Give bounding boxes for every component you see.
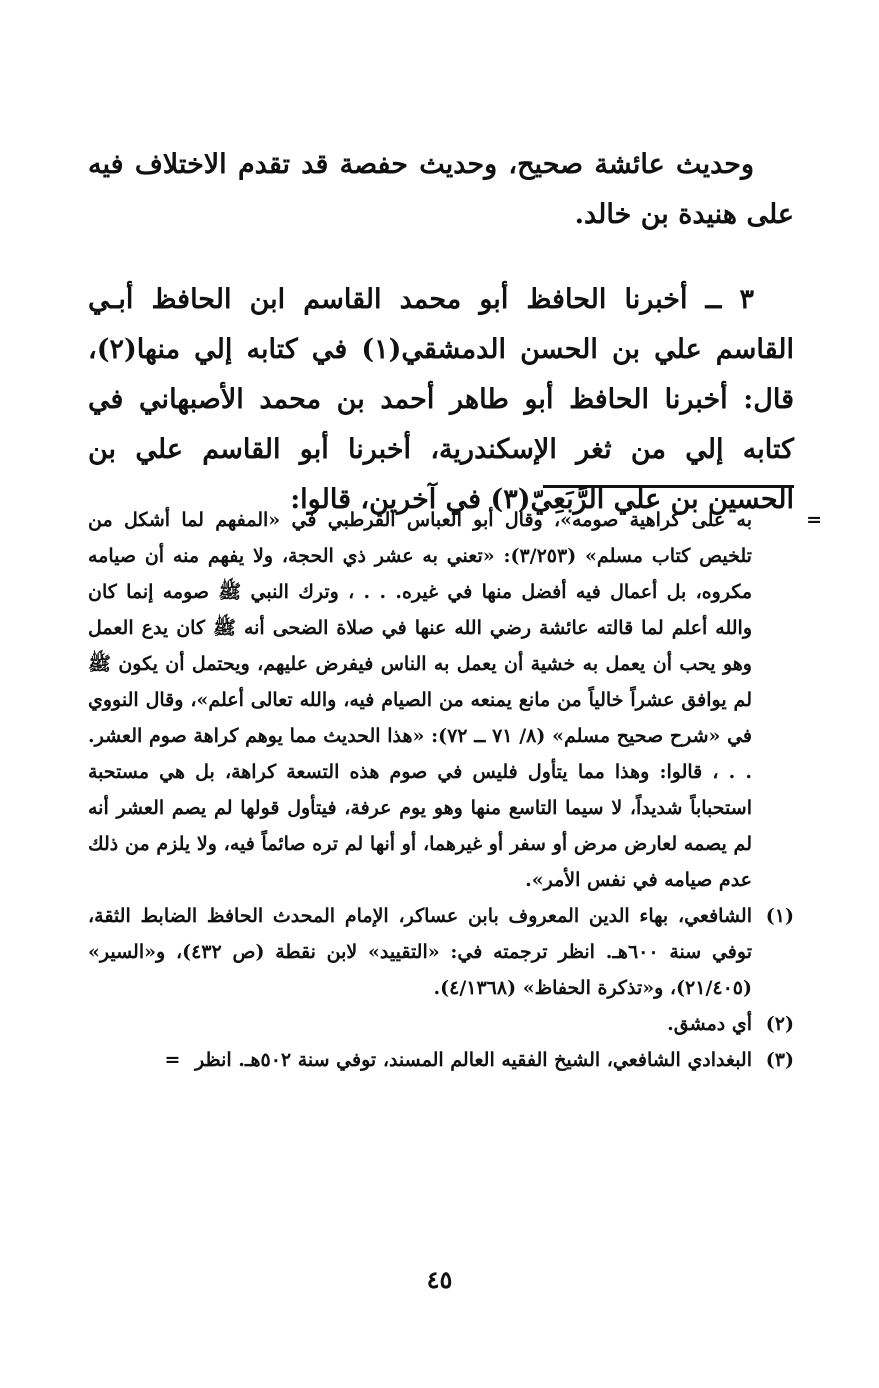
body-paragraph: وحديث عائشة صحيح، وحديث حفصة قد تقدم الاختلاف فيه على هنيدة بن خالد. (88, 149, 794, 230)
footnote-marker: (٢) (765, 1013, 794, 1035)
body-paragraph-hadith-3: ٣ ــ أخبرنا الحافظ أبو محمد القاسم ابن الحافظ أبـي القاسم علي بن الحسن الدمشقي(١) في كتابه إلي منها(٢)، قال: أخبرنا الحافظ أبو طاهر أحمد بن محمد الأصبهاني في كتابه إلي من ثغر الإسكندرية، أخبرنا أبو القاسم علي بن الحسين بن علي الرَّبَعِيّ(٣) في آخرين، قالوا: (88, 284, 794, 515)
footnote-3 (88, 1042, 794, 1078)
page-number: ٤٥ (426, 1265, 453, 1294)
footnote-marker: (٣) (765, 1049, 794, 1071)
footnote-1 (88, 898, 794, 1006)
footnote-marker: (١) (765, 905, 794, 927)
footnote-continuation-text: به على كراهية صومه»، وقال أبو العباس القرطبي في «المفهم لما أشكل من تلخيص كتاب مسلم» (٣/٢٥٣): «تعني به عشر ذي الحجة، ولا يفهم منه أن صيامه مكروه، بل أعمال فيه أفضل منها في غيره. . . ، وترك النبي ﷺ صومه إنما كان والله أعلم لما قالته عائشة رضي الله عنها في صلاة الضحى أنه ﷺ كان يدع العمل وهو يحب أن يعمل به خشية أن يعمل به الناس فيفرض عليهم، ويحتمل أن يكون ﷺ لم يوافق عشراً خالياً من مانع يمنعه من الصيام فيه، والله تعالى أعلم»، وقال النووي في «شرح صحيح مسلم» (٨/ ٧١ ــ ٧٢): «هذا الحديث مما يوهم كراهة صوم العشر. . . ، قالوا: وهذا مما يتأول فليس في صوم هذه التسعة كراهة، بل هي مستحبة استحباباً شديداً، لا سيما التاسع منها وهو يوم عرفة، فيتأول قولها لم يصم العشر أنه لم يصمه لعارض مرض أو سفر أو غيرهما، أو أنها لم تره صائماً فيه، ولا يلزم من ذلك عدم صيامه في نفس الأمر». (88, 509, 752, 891)
footnotes-section (88, 502, 822, 1078)
main-body (88, 140, 794, 525)
footnote-2 (88, 1006, 794, 1042)
footnote-text: الشافعي، بهاء الدين المعروف بابن عساكر، الإمام المحدث الحافظ الضابط الثقة، توفي سنة ٦٠٠هـ. انظر ترجمته في: «التقييد» لابن نقطة (ص ٤٣٢)، و«السير» (٢١/٤٠٥)، و«تذكرة الحفاظ» (٤/١٣٦٨). (88, 905, 752, 999)
footnote-continuation (88, 502, 822, 898)
continuation-mark: = (806, 509, 822, 531)
footnote-separator (543, 485, 794, 488)
end-continuation-mark: = (164, 1049, 181, 1071)
footnote-text: أي دمشق. (667, 1013, 752, 1035)
footnote-text: البغدادي الشافعي، الشيخ الفقيه العالم المسند، توفي سنة ٥٠٢هـ. انظر (195, 1049, 752, 1071)
